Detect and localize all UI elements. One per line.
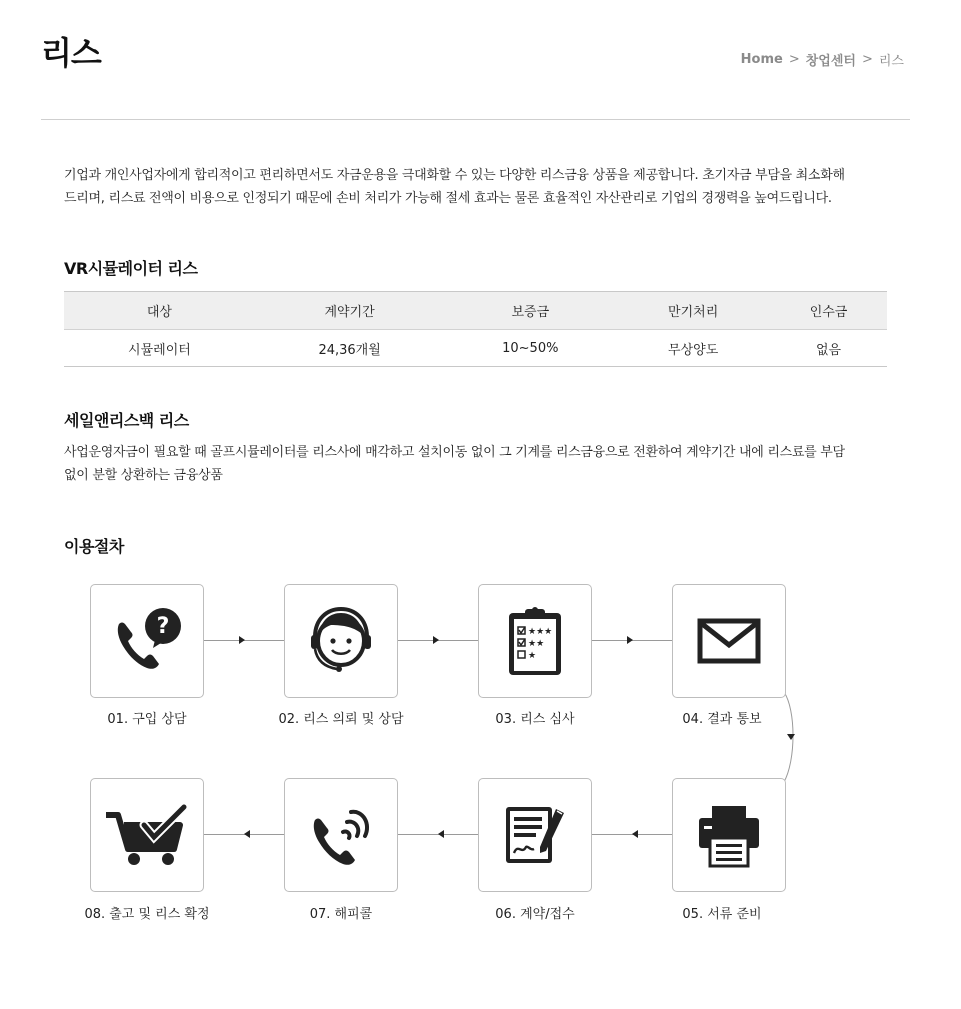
intro-text <box>64 164 894 210</box>
arrow-right-icon <box>627 636 633 644</box>
description-line: 없이 분할 상환하는 금융상품 <box>64 468 223 483</box>
breadcrumb-separator: > <box>861 52 873 67</box>
arrow-left-icon <box>632 830 638 838</box>
process-step-3 <box>478 584 592 698</box>
breadcrumb <box>741 50 904 69</box>
table-cell: 없음 <box>770 330 887 367</box>
arrow-right-icon <box>239 636 245 644</box>
arrow-right-icon <box>433 636 439 644</box>
header-divider <box>41 119 910 120</box>
step-label: 07. 해피콜 <box>309 907 373 922</box>
process-step-4 <box>672 584 786 698</box>
column-header: 계약기간 <box>255 292 445 330</box>
step-label: 04. 결과 통보 <box>682 712 762 727</box>
table-cell: 무상양도 <box>616 330 770 367</box>
column-header: 만기처리 <box>616 292 770 330</box>
svg-text:★★★: ★★★ <box>528 627 553 637</box>
breadcrumb-separator: > <box>788 52 800 67</box>
svg-text:★★: ★★ <box>528 639 545 649</box>
step-label: 05. 서류 준비 <box>682 907 762 922</box>
headset-agent-icon <box>303 603 379 679</box>
sale-leaseback-heading: 세일앤리스백 리스 <box>64 411 189 430</box>
table-cell: 24,36개월 <box>255 330 445 367</box>
column-header: 인수금 <box>770 292 887 330</box>
sale-leaseback-description <box>64 441 894 487</box>
process-step-7 <box>284 778 398 892</box>
process-step-1 <box>90 584 204 698</box>
page-title: 리스 <box>41 34 101 72</box>
process-step-2 <box>284 584 398 698</box>
vr-lease-heading: VR시뮬레이터 리스 <box>64 259 198 278</box>
table-header-row <box>64 292 887 330</box>
process-step-6 <box>478 778 592 892</box>
cart-check-icon <box>104 803 190 867</box>
envelope-icon <box>697 617 761 665</box>
intro-line: 기업과 개인사업자에게 합리적이고 편리하면서도 자금운용을 극대화할 수 있는 다양한 리스금융 상품을 제공합니다. 초기자금 부담을 최소화해 <box>64 168 845 183</box>
intro-line: 드리며, 리스료 전액이 비용으로 인정되기 때문에 손비 처리가 가능해 절세 효과는 물론 효율적인 자산관리로 기업의 경쟁력을 높여드립니다. <box>64 191 832 206</box>
phone-question-icon <box>107 606 187 676</box>
breadcrumb-startup-center[interactable]: 창업센터 <box>805 54 856 69</box>
step-label: 08. 출고 및 리스 확정 <box>84 907 210 922</box>
svg-text:?: ? <box>156 614 170 639</box>
svg-text:★: ★ <box>528 651 537 661</box>
arrow-left-icon <box>244 830 250 838</box>
clipboard-checklist-icon <box>505 605 565 677</box>
step-label: 01. 구입 상담 <box>107 712 187 727</box>
breadcrumb-current: 리스 <box>878 54 904 69</box>
step-label: 06. 계약/접수 <box>495 907 575 922</box>
process-heading: 이용절차 <box>64 537 124 556</box>
column-header: 대상 <box>64 292 255 330</box>
arrow-left-icon <box>438 830 444 838</box>
process-step-5 <box>672 778 786 892</box>
table-cell: 시뮬레이터 <box>64 330 255 367</box>
contract-sign-icon <box>502 803 568 867</box>
table-row <box>64 330 887 367</box>
printer-icon <box>696 802 762 868</box>
column-header: 보증금 <box>444 292 616 330</box>
arrow-down-icon <box>787 734 795 740</box>
vr-lease-table <box>64 291 887 367</box>
description-line: 사업운영자금이 필요할 때 골프시뮬레이터를 리스사에 매각하고 설치이동 없이 그 기계를 리스금융으로 전환하여 계약기간 내에 리스료를 부담 <box>64 445 845 460</box>
phone-ringing-icon <box>305 802 377 868</box>
table-cell: 10~50% <box>444 330 616 367</box>
process-step-8 <box>90 778 204 892</box>
step-label: 02. 리스 의뢰 및 상담 <box>278 712 404 727</box>
step-label: 03. 리스 심사 <box>495 712 575 727</box>
breadcrumb-home[interactable]: Home <box>740 52 783 67</box>
